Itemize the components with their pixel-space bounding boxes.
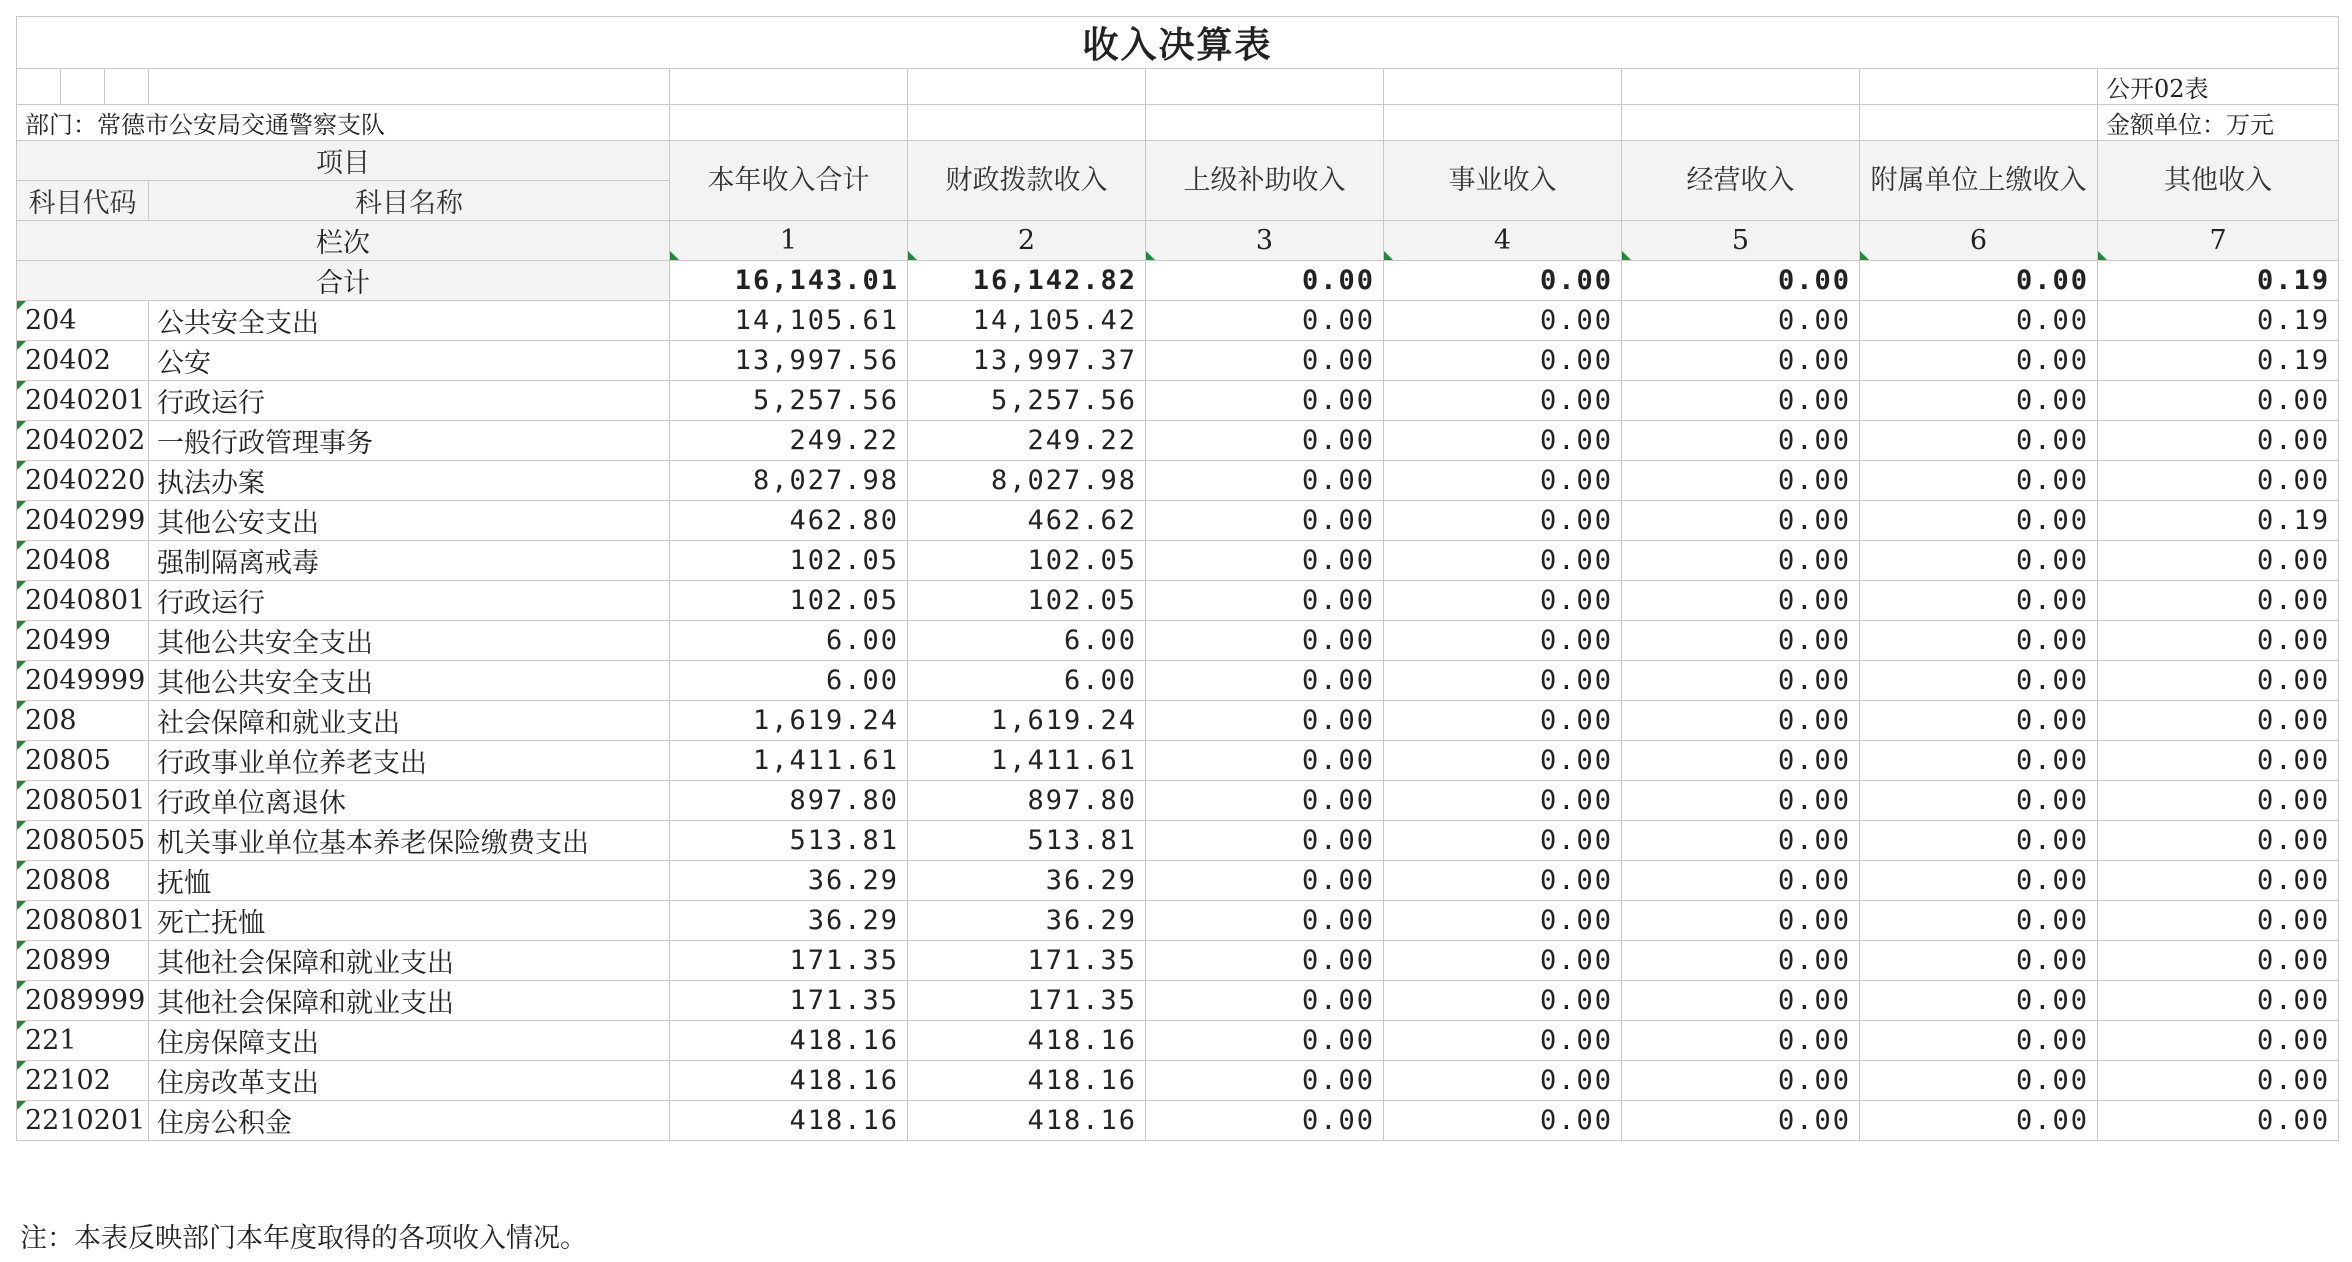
- table-row: [17, 981, 2339, 1021]
- amount-cell[interactable]: 5,257.56: [908, 381, 1146, 421]
- amount-cell[interactable]: 0.00: [1146, 541, 1384, 581]
- amount-cell[interactable]: 0.00: [1384, 741, 1622, 781]
- amount-cell[interactable]: 1,619.24: [670, 701, 908, 741]
- amount-cell[interactable]: 897.80: [670, 781, 908, 821]
- subject-code-cell[interactable]: 2080505: [17, 821, 149, 861]
- subject-name-cell[interactable]: 行政单位离退休: [149, 781, 670, 821]
- blank-cell[interactable]: [105, 69, 149, 105]
- subject-code-cell[interactable]: 221: [17, 1021, 149, 1061]
- subject-name-cell[interactable]: 社会保障和就业支出: [149, 701, 670, 741]
- amount-cell[interactable]: 0.00: [2098, 1061, 2339, 1101]
- table-row: [17, 861, 2339, 901]
- amount-cell[interactable]: 6.00: [908, 621, 1146, 661]
- amount-cell[interactable]: 418.16: [670, 1061, 908, 1101]
- amount-cell[interactable]: 513.81: [670, 821, 908, 861]
- index-row-label: 栏次: [17, 221, 670, 261]
- amount-cell[interactable]: 0.00: [1860, 901, 2098, 941]
- form-number: 公开02表: [2098, 69, 2339, 105]
- table-row: [17, 461, 2339, 501]
- subject-code-cell[interactable]: 20805: [17, 741, 149, 781]
- subject-code-cell[interactable]: 22102: [17, 1061, 149, 1101]
- amount-cell[interactable]: 0.00: [1384, 661, 1622, 701]
- subject-name-cell[interactable]: 其他社会保障和就业支出: [149, 981, 670, 1021]
- amount-cell[interactable]: 36.29: [908, 861, 1146, 901]
- table-row: [17, 501, 2339, 541]
- total-cell[interactable]: 0.00: [1622, 261, 1860, 301]
- amount-cell[interactable]: 13,997.37: [908, 341, 1146, 381]
- subject-code-cell[interactable]: 2080501: [17, 781, 149, 821]
- subject-name-cell[interactable]: 强制隔离戒毒: [149, 541, 670, 581]
- amount-cell[interactable]: 0.00: [1860, 341, 2098, 381]
- amount-cell[interactable]: 0.00: [1860, 1021, 2098, 1061]
- amount-cell[interactable]: 0.00: [1384, 461, 1622, 501]
- amount-cell[interactable]: 0.00: [1146, 1021, 1384, 1061]
- amount-cell[interactable]: 0.00: [1860, 461, 2098, 501]
- amount-cell[interactable]: 6.00: [670, 661, 908, 701]
- total-cell[interactable]: 16,142.82: [908, 261, 1146, 301]
- amount-cell[interactable]: 0.00: [1860, 941, 2098, 981]
- amount-cell[interactable]: 0.00: [1384, 901, 1622, 941]
- amount-cell[interactable]: 171.35: [908, 981, 1146, 1021]
- header-col-5: 经营收入: [1622, 141, 1860, 221]
- table-row: [17, 341, 2339, 381]
- table-row: [17, 421, 2339, 461]
- amount-cell[interactable]: 0.00: [1146, 301, 1384, 341]
- amount-cell[interactable]: 0.00: [1622, 421, 1860, 461]
- amount-cell[interactable]: 0.00: [1622, 981, 1860, 1021]
- subject-name-cell[interactable]: 其他公共安全支出: [149, 661, 670, 701]
- subject-name-cell[interactable]: 公安: [149, 341, 670, 381]
- blank-cell[interactable]: [61, 69, 105, 105]
- amount-cell[interactable]: 0.00: [1622, 701, 1860, 741]
- amount-cell[interactable]: 0.00: [1146, 701, 1384, 741]
- amount-cell[interactable]: 0.00: [1146, 341, 1384, 381]
- blank-cell[interactable]: [149, 69, 670, 105]
- amount-cell[interactable]: 0.00: [1622, 461, 1860, 501]
- table-row: [17, 541, 2339, 581]
- index-cell[interactable]: 5: [1622, 221, 1860, 261]
- amount-cell[interactable]: 418.16: [670, 1101, 908, 1141]
- amount-cell[interactable]: 0.00: [1860, 861, 2098, 901]
- subject-code-cell[interactable]: 20899: [17, 941, 149, 981]
- amount-cell[interactable]: 0.00: [1622, 301, 1860, 341]
- subject-name-cell[interactable]: 其他公共安全支出: [149, 621, 670, 661]
- index-cell[interactable]: 6: [1860, 221, 2098, 261]
- amount-cell[interactable]: 0.00: [1384, 621, 1622, 661]
- amount-cell[interactable]: 0.00: [1860, 781, 2098, 821]
- amount-cell[interactable]: 0.00: [1622, 781, 1860, 821]
- table-row: [17, 821, 2339, 861]
- department-label: 部门：常德市公安局交通警察支队: [17, 105, 670, 141]
- amount-cell[interactable]: 0.00: [2098, 581, 2339, 621]
- amount-cell[interactable]: 0.00: [2098, 981, 2339, 1021]
- subject-code-cell[interactable]: 20402: [17, 341, 149, 381]
- header-col-1: 本年收入合计: [670, 141, 908, 221]
- amount-cell[interactable]: 0.00: [2098, 941, 2339, 981]
- amount-cell[interactable]: 462.80: [670, 501, 908, 541]
- amount-cell[interactable]: 36.29: [670, 901, 908, 941]
- amount-cell[interactable]: 0.00: [1860, 581, 2098, 621]
- amount-cell[interactable]: 0.00: [1860, 821, 2098, 861]
- amount-cell[interactable]: 418.16: [908, 1101, 1146, 1141]
- footnote: 注：本表反映部门本年度取得的各项收入情况。: [20, 1223, 587, 1254]
- amount-cell[interactable]: 462.62: [908, 501, 1146, 541]
- subject-code-cell[interactable]: 2040801: [17, 581, 149, 621]
- index-cell[interactable]: 3: [1146, 221, 1384, 261]
- header-name: 科目名称: [149, 181, 670, 221]
- amount-cell[interactable]: 0.00: [2098, 781, 2339, 821]
- blank-cell[interactable]: [1622, 69, 1860, 105]
- amount-cell[interactable]: 0.00: [1384, 701, 1622, 741]
- blank-cell[interactable]: [1860, 69, 2098, 105]
- table-row: [17, 701, 2339, 741]
- amount-cell[interactable]: 0.00: [1384, 421, 1622, 461]
- blank-cell[interactable]: [908, 69, 1146, 105]
- amount-cell[interactable]: 0.00: [1622, 381, 1860, 421]
- total-cell[interactable]: 0.00: [1146, 261, 1384, 301]
- table-row: [17, 1101, 2339, 1141]
- subject-name-cell[interactable]: 行政运行: [149, 581, 670, 621]
- amount-cell[interactable]: 0.00: [1146, 1101, 1384, 1141]
- amount-cell[interactable]: 14,105.42: [908, 301, 1146, 341]
- amount-cell[interactable]: 0.00: [1384, 541, 1622, 581]
- subject-name-cell[interactable]: 执法办案: [149, 461, 670, 501]
- amount-cell[interactable]: 0.00: [1622, 581, 1860, 621]
- amount-cell[interactable]: 0.00: [1146, 901, 1384, 941]
- amount-cell[interactable]: 1,411.61: [670, 741, 908, 781]
- subject-name-cell[interactable]: 一般行政管理事务: [149, 421, 670, 461]
- amount-cell[interactable]: 0.00: [1146, 741, 1384, 781]
- amount-cell[interactable]: 0.00: [1146, 461, 1384, 501]
- amount-cell[interactable]: 0.00: [1146, 661, 1384, 701]
- subject-name-cell[interactable]: 公共安全支出: [149, 301, 670, 341]
- amount-cell[interactable]: 0.00: [1384, 781, 1622, 821]
- amount-cell[interactable]: 0.00: [1146, 381, 1384, 421]
- blank-cell[interactable]: [670, 105, 908, 141]
- subject-name-cell[interactable]: 住房改革支出: [149, 1061, 670, 1101]
- amount-cell[interactable]: 0.00: [1384, 341, 1622, 381]
- table-title: 收入决算表: [17, 17, 2339, 69]
- table-row: [17, 941, 2339, 981]
- header-col-2: 财政拨款收入: [908, 141, 1146, 221]
- amount-cell[interactable]: 13,997.56: [670, 341, 908, 381]
- amount-cell[interactable]: 0.00: [1860, 701, 2098, 741]
- amount-cell[interactable]: 0.00: [2098, 821, 2339, 861]
- table-row: [17, 301, 2339, 341]
- amount-cell[interactable]: 0.00: [1384, 501, 1622, 541]
- amount-cell[interactable]: 0.00: [1622, 501, 1860, 541]
- amount-cell[interactable]: 0.00: [1860, 541, 2098, 581]
- amount-cell[interactable]: 0.00: [1860, 661, 2098, 701]
- amount-cell[interactable]: 0.00: [1384, 1101, 1622, 1141]
- amount-cell[interactable]: 0.00: [2098, 541, 2339, 581]
- subject-name-cell[interactable]: 死亡抚恤: [149, 901, 670, 941]
- blank-cell[interactable]: [1384, 105, 1622, 141]
- amount-cell[interactable]: 0.00: [1384, 301, 1622, 341]
- amount-cell[interactable]: 6.00: [670, 621, 908, 661]
- amount-cell[interactable]: 0.00: [1146, 781, 1384, 821]
- table-row: [17, 581, 2339, 621]
- amount-cell[interactable]: 0.00: [2098, 1021, 2339, 1061]
- total-cell[interactable]: 0.00: [1384, 261, 1622, 301]
- amount-cell[interactable]: 0.00: [2098, 381, 2339, 421]
- amount-cell[interactable]: 5,257.56: [670, 381, 908, 421]
- amount-cell[interactable]: 102.05: [670, 581, 908, 621]
- amount-cell[interactable]: 0.00: [2098, 1101, 2339, 1141]
- income-statement-table: [16, 16, 2339, 1141]
- amount-cell[interactable]: 0.00: [1622, 821, 1860, 861]
- subject-name-cell[interactable]: 抚恤: [149, 861, 670, 901]
- subject-code-cell[interactable]: 20808: [17, 861, 149, 901]
- amount-cell[interactable]: 14,105.61: [670, 301, 908, 341]
- amount-unit: 金额单位：万元: [2098, 105, 2339, 141]
- amount-cell[interactable]: 6.00: [908, 661, 1146, 701]
- amount-cell[interactable]: 0.00: [2098, 621, 2339, 661]
- amount-cell[interactable]: 0.00: [1146, 581, 1384, 621]
- amount-cell[interactable]: 0.00: [1860, 501, 2098, 541]
- table-row: [17, 741, 2339, 781]
- subject-code-cell[interactable]: 20408: [17, 541, 149, 581]
- subject-code-cell[interactable]: 2089999: [17, 981, 149, 1021]
- table-row: [17, 661, 2339, 701]
- amount-cell[interactable]: 0.00: [1860, 1061, 2098, 1101]
- amount-cell[interactable]: 0.00: [1622, 901, 1860, 941]
- amount-cell[interactable]: 0.00: [1622, 661, 1860, 701]
- amount-cell[interactable]: 0.00: [1622, 1061, 1860, 1101]
- amount-cell[interactable]: 171.35: [908, 941, 1146, 981]
- subject-name-cell[interactable]: 住房公积金: [149, 1101, 670, 1141]
- amount-cell[interactable]: 513.81: [908, 821, 1146, 861]
- amount-cell[interactable]: 0.00: [1622, 341, 1860, 381]
- header-item: 项目: [17, 141, 670, 181]
- index-cell[interactable]: 7: [2098, 221, 2339, 261]
- amount-cell[interactable]: 0.00: [1146, 861, 1384, 901]
- amount-cell[interactable]: 0.00: [1622, 741, 1860, 781]
- table-row: [17, 901, 2339, 941]
- amount-cell[interactable]: 171.35: [670, 981, 908, 1021]
- table-row: [17, 381, 2339, 421]
- table-row: [17, 1021, 2339, 1061]
- total-cell[interactable]: 0.19: [2098, 261, 2339, 301]
- amount-cell[interactable]: 0.00: [1622, 541, 1860, 581]
- subject-code-cell[interactable]: 2080801: [17, 901, 149, 941]
- index-cell[interactable]: 1: [670, 221, 908, 261]
- blank-cell[interactable]: [670, 69, 908, 105]
- subject-code-cell[interactable]: 2040220: [17, 461, 149, 501]
- header-col-4: 事业收入: [1384, 141, 1622, 221]
- amount-cell[interactable]: 0.00: [1384, 1061, 1622, 1101]
- amount-cell[interactable]: 0.00: [1384, 381, 1622, 421]
- amount-cell[interactable]: 0.00: [1860, 621, 2098, 661]
- table-row: [17, 1061, 2339, 1101]
- amount-cell[interactable]: 0.00: [1622, 861, 1860, 901]
- amount-cell[interactable]: 0.00: [1622, 621, 1860, 661]
- amount-cell[interactable]: 171.35: [670, 941, 908, 981]
- amount-cell[interactable]: 0.00: [1146, 501, 1384, 541]
- amount-cell[interactable]: 102.05: [670, 541, 908, 581]
- index-cell[interactable]: 2: [908, 221, 1146, 261]
- subject-code-cell[interactable]: 2210201: [17, 1101, 149, 1141]
- header-col-7: 其他收入: [2098, 141, 2339, 221]
- amount-cell[interactable]: 1,619.24: [908, 701, 1146, 741]
- header-col-6: 附属单位上缴收入: [1860, 141, 2098, 221]
- subject-name-cell[interactable]: 其他公安支出: [149, 501, 670, 541]
- amount-cell[interactable]: 0.00: [1146, 981, 1384, 1021]
- total-cell[interactable]: 16,143.01: [670, 261, 908, 301]
- subject-code-cell[interactable]: 204: [17, 301, 149, 341]
- amount-cell[interactable]: 0.00: [1860, 741, 2098, 781]
- amount-cell[interactable]: 0.00: [1860, 301, 2098, 341]
- amount-cell[interactable]: 0.00: [1860, 1101, 2098, 1141]
- table-row: [17, 621, 2339, 661]
- amount-cell[interactable]: 0.19: [2098, 501, 2339, 541]
- amount-cell[interactable]: 249.22: [670, 421, 908, 461]
- amount-cell[interactable]: 0.00: [1384, 1021, 1622, 1061]
- amount-cell[interactable]: 102.05: [908, 541, 1146, 581]
- amount-cell[interactable]: 0.00: [2098, 741, 2339, 781]
- blank-cell[interactable]: [1384, 69, 1622, 105]
- subject-name-cell[interactable]: 住房保障支出: [149, 1021, 670, 1061]
- amount-cell[interactable]: 0.00: [2098, 461, 2339, 501]
- blank-cell[interactable]: [1622, 105, 1860, 141]
- amount-cell[interactable]: 0.00: [1384, 861, 1622, 901]
- amount-cell[interactable]: 0.00: [1146, 421, 1384, 461]
- total-cell[interactable]: 0.00: [1860, 261, 2098, 301]
- amount-cell[interactable]: 0.00: [1622, 1021, 1860, 1061]
- amount-cell[interactable]: 0.00: [2098, 701, 2339, 741]
- subject-code-cell[interactable]: 208: [17, 701, 149, 741]
- amount-cell[interactable]: 418.16: [670, 1021, 908, 1061]
- amount-cell[interactable]: 0.00: [1622, 1101, 1860, 1141]
- subject-code-cell[interactable]: 20499: [17, 621, 149, 661]
- subject-name-cell[interactable]: 行政事业单位养老支出: [149, 741, 670, 781]
- amount-cell[interactable]: 0.00: [1622, 941, 1860, 981]
- blank-cell[interactable]: [1146, 105, 1384, 141]
- blank-cell[interactable]: [1860, 105, 2098, 141]
- amount-cell[interactable]: 102.05: [908, 581, 1146, 621]
- blank-cell[interactable]: [1146, 69, 1384, 105]
- total-row-label: 合计: [17, 261, 670, 301]
- amount-cell[interactable]: 0.00: [1860, 981, 2098, 1021]
- amount-cell[interactable]: 418.16: [908, 1061, 1146, 1101]
- subject-code-cell[interactable]: 2040202: [17, 421, 149, 461]
- amount-cell[interactable]: 36.29: [908, 901, 1146, 941]
- index-cell[interactable]: 4: [1384, 221, 1622, 261]
- amount-cell[interactable]: 0.19: [2098, 341, 2339, 381]
- header-code: 科目代码: [17, 181, 149, 221]
- amount-cell[interactable]: 0.00: [1860, 381, 2098, 421]
- amount-cell[interactable]: 897.80: [908, 781, 1146, 821]
- amount-cell[interactable]: 8,027.98: [908, 461, 1146, 501]
- table-row: [17, 781, 2339, 821]
- blank-cell[interactable]: [908, 105, 1146, 141]
- amount-cell[interactable]: 0.00: [1146, 821, 1384, 861]
- amount-cell[interactable]: 0.00: [1146, 621, 1384, 661]
- amount-cell[interactable]: 36.29: [670, 861, 908, 901]
- subject-code-cell[interactable]: 2049999: [17, 661, 149, 701]
- amount-cell[interactable]: 0.00: [1384, 941, 1622, 981]
- header-col-3: 上级补助收入: [1146, 141, 1384, 221]
- amount-cell[interactable]: 0.00: [2098, 901, 2339, 941]
- amount-cell[interactable]: 1,411.61: [908, 741, 1146, 781]
- amount-cell[interactable]: 0.00: [2098, 661, 2339, 701]
- amount-cell[interactable]: 0.19: [2098, 301, 2339, 341]
- subject-name-cell[interactable]: 其他社会保障和就业支出: [149, 941, 670, 981]
- amount-cell[interactable]: 0.00: [1860, 421, 2098, 461]
- amount-cell[interactable]: 8,027.98: [670, 461, 908, 501]
- amount-cell[interactable]: 0.00: [1384, 981, 1622, 1021]
- amount-cell[interactable]: 0.00: [1146, 941, 1384, 981]
- subject-name-cell[interactable]: 机关事业单位基本养老保险缴费支出: [149, 821, 670, 861]
- amount-cell[interactable]: 0.00: [2098, 861, 2339, 901]
- amount-cell[interactable]: 0.00: [1384, 821, 1622, 861]
- amount-cell[interactable]: 418.16: [908, 1021, 1146, 1061]
- blank-cell[interactable]: [17, 69, 61, 105]
- amount-cell[interactable]: 0.00: [1384, 581, 1622, 621]
- amount-cell[interactable]: 0.00: [2098, 421, 2339, 461]
- subject-code-cell[interactable]: 2040201: [17, 381, 149, 421]
- amount-cell[interactable]: 0.00: [1146, 1061, 1384, 1101]
- amount-cell[interactable]: 249.22: [908, 421, 1146, 461]
- subject-code-cell[interactable]: 2040299: [17, 501, 149, 541]
- subject-name-cell[interactable]: 行政运行: [149, 381, 670, 421]
